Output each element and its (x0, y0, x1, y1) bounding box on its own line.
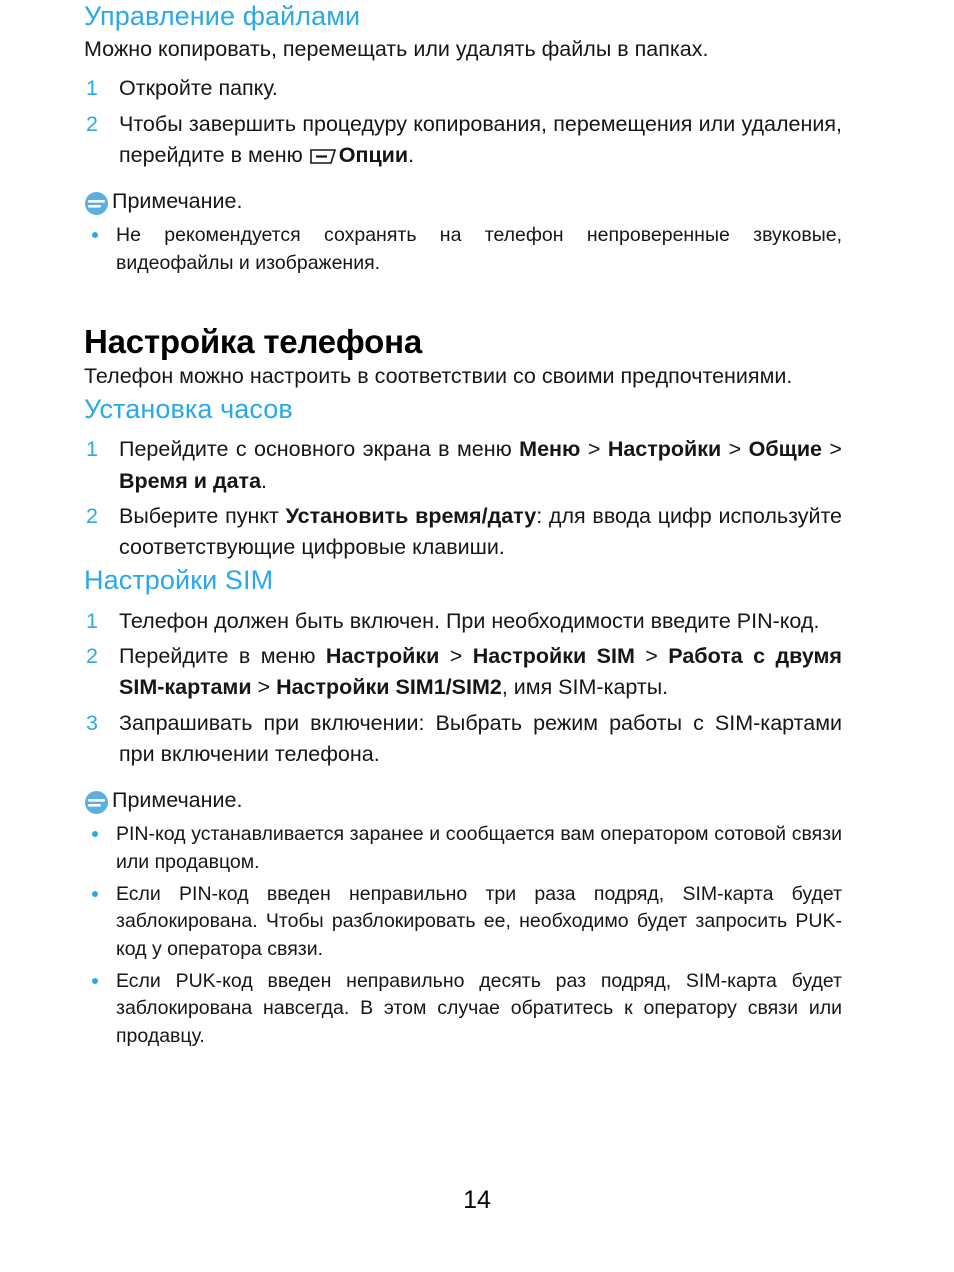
note-item-text: Если PUK-код введен неправильно десять раз подряд, SIM-карта будет заблокирована навсегда. В этом случае обратитесь к оператору связи или продавцу. (116, 969, 842, 1048)
note-icon (84, 790, 109, 815)
menu-path-term: Настройки SIM1/SIM2 (276, 675, 502, 700)
inline-text: > (634, 643, 669, 668)
section-heading-file-management: Управление файлами (84, 1, 361, 31)
menu-path-term: Работа с двумя SIM-картами (119, 643, 842, 700)
page-title: Настройка телефона (84, 322, 423, 360)
note-items (84, 222, 842, 277)
list-item (84, 73, 842, 104)
list-marker: 1 (86, 608, 98, 633)
list-marker: 1 (86, 437, 98, 462)
bullet-dot-icon (92, 978, 98, 984)
list-item-text (119, 437, 842, 492)
list-marker: 3 (86, 710, 98, 735)
note-heading (84, 787, 842, 815)
list-item (84, 109, 842, 172)
file-management-steps (84, 73, 842, 171)
inline-text: > (721, 437, 749, 462)
inline-text: Телефон должен быть включен. При необходимости введите PIN-код. (119, 608, 820, 633)
manual-page (84, 0, 842, 1272)
section-heading-sim-settings: Настройки SIM (84, 564, 274, 595)
section-heading-clock-setup: Установка часов (84, 393, 293, 424)
note-label: Примечание. (112, 189, 243, 214)
note-item-text: PIN-код устанавливается заранее и сообщается вам оператором сотовой связи или продавцом. (116, 823, 842, 874)
page-number: 14 (463, 1186, 491, 1214)
softkey-options-icon (310, 142, 336, 157)
list-item-text (119, 711, 842, 766)
note-icon (84, 191, 109, 216)
inline-text: > (580, 437, 608, 462)
inline-text: > (251, 675, 277, 700)
list-item (84, 968, 842, 1051)
menu-path-term: Настройки (325, 643, 440, 668)
clock-setup-steps (84, 434, 842, 564)
inline-text: Перейдите в меню (119, 643, 326, 668)
note-heading (84, 188, 842, 216)
note-item-text: Если PIN-код введен неправильно три раза подряд, SIM-карта будет заблокирована. Чтобы разблокировать ее, необходимо будет запросить PUK-код у оператора связи. (116, 882, 842, 961)
list-item (84, 641, 842, 704)
note-items (84, 821, 842, 1051)
list-marker: 1 (86, 76, 98, 101)
bullet-dot-icon (92, 831, 98, 837)
menu-path-term: Установить время/дату (285, 504, 537, 529)
menu-name-options: Опции (338, 142, 409, 167)
inline-text: . (261, 468, 268, 493)
list-item-text-after: . (408, 142, 415, 167)
list-item (84, 434, 842, 497)
menu-path-term: Настройки (607, 437, 722, 462)
menu-path-term: Общие (748, 437, 822, 462)
sim-settings-steps (84, 606, 842, 771)
list-marker: 2 (86, 504, 98, 529)
bullet-dot-icon (92, 232, 98, 238)
list-item (84, 881, 842, 964)
list-item-text (119, 504, 842, 559)
inline-text: Выберите пункт (119, 504, 286, 529)
list-item (84, 501, 842, 564)
list-item (84, 606, 842, 637)
bullet-dot-icon (92, 891, 98, 897)
note-item-text: Не рекомендуется сохранять на телефон непроверенные звуковые, видеофайлы и изображения. (116, 224, 842, 274)
inline-text: > (439, 643, 473, 668)
list-item-text (119, 644, 842, 699)
menu-path-term: Настройки SIM (472, 643, 635, 668)
list-item (84, 821, 842, 876)
phone-setup-intro: Телефон можно настроить в соответствии со своими предпочтениями. (84, 364, 793, 389)
menu-path-term: Время и дата (119, 468, 262, 493)
list-marker: 2 (86, 111, 98, 136)
list-item (84, 222, 842, 277)
chapter-phone-setup (84, 322, 842, 362)
list-item-text (119, 609, 819, 633)
note-block-file-management (84, 188, 842, 277)
inline-text: , имя SIM-карты. (501, 675, 669, 700)
inline-text: Запрашивать при включении: Выбрать режим работы с SIM-картами при включении телефона. (119, 710, 842, 767)
menu-path-term: Меню (519, 437, 581, 462)
note-label: Примечание. (112, 788, 243, 813)
note-block-sim-settings (84, 787, 842, 1050)
list-item (84, 708, 842, 771)
inline-text: Перейдите с основного экрана в меню (119, 437, 520, 462)
list-item-text: Чтобы завершить процедуру копирования, перемещения или удаления, перейдите в меню (119, 111, 842, 167)
inline-text: : для ввода цифр используйте соответствующие цифровые клавиши. (119, 504, 843, 560)
list-marker: 2 (86, 643, 98, 668)
file-management-intro: Можно копировать, перемещать или удалять файлы в папках. (84, 36, 709, 61)
inline-text: > (822, 437, 842, 462)
list-item-text: Откройте папку. (119, 76, 278, 101)
